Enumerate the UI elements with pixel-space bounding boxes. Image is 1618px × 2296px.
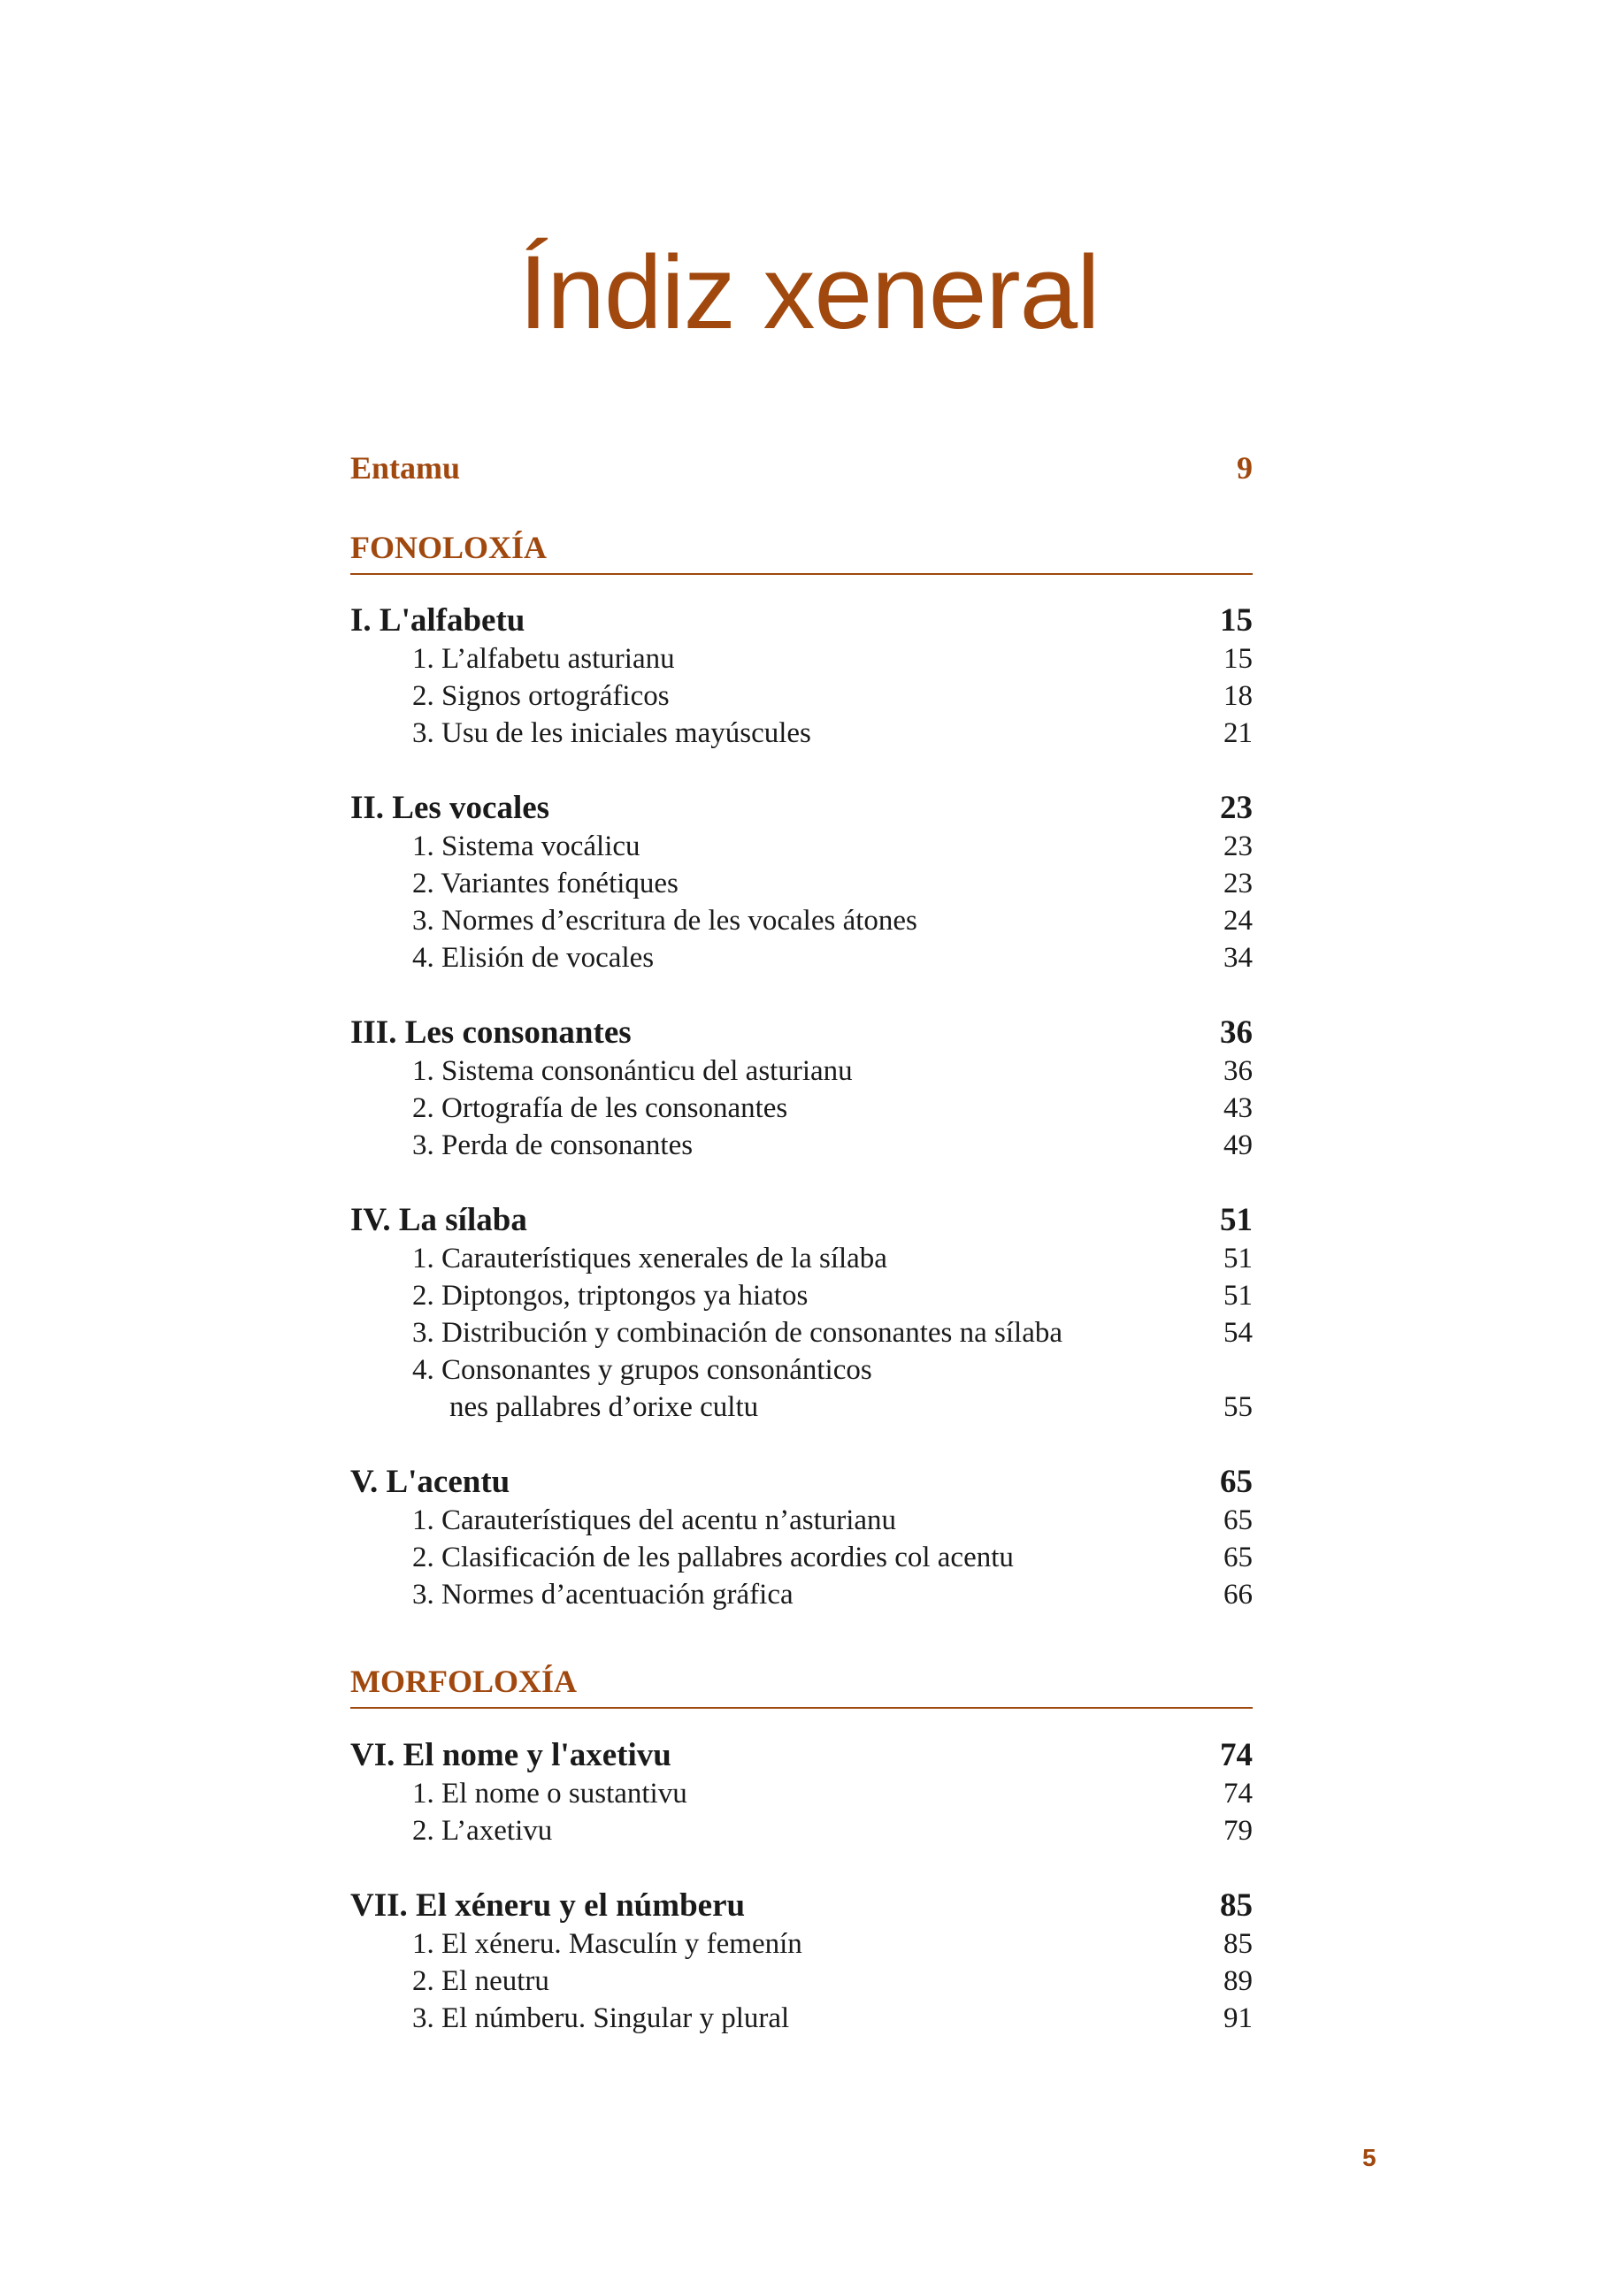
toc-subentry[interactable] (350, 1815, 1253, 1854)
subentry-page: 65 (1223, 1542, 1253, 1573)
subentry-label: 3. Normes d’escritura de les vocales átones (412, 905, 917, 937)
subentry-page: 74 (1223, 1778, 1253, 1810)
subentry-page: 54 (1223, 1317, 1253, 1349)
toc-subentry[interactable] (350, 1055, 1253, 1094)
subentry-page: 34 (1223, 942, 1253, 974)
toc-subentry[interactable] (350, 1092, 1253, 1131)
subentry-label: 1. El xéneru. Masculín y femenín (412, 1928, 802, 1960)
subentry-page: 51 (1223, 1243, 1253, 1274)
subentry-label: 2. Variantes fonétiques (412, 868, 679, 899)
subentry-label: 2. Ortografía de les consonantes (412, 1092, 788, 1124)
subentry-label: 3. Usu de les iniciales mayúscules (412, 717, 811, 749)
toc-subentry[interactable] (350, 905, 1253, 944)
toc-chapter[interactable] (350, 601, 1253, 640)
chapter-page: 36 (1220, 1014, 1253, 1051)
chapter-page: 51 (1220, 1202, 1253, 1238)
subentry-page: 43 (1223, 1092, 1253, 1124)
chapter-title: III. Les consonantes (350, 1014, 632, 1051)
subentry-page: 18 (1223, 680, 1253, 712)
toc-subentry[interactable] (350, 1778, 1253, 1817)
toc-chapter[interactable] (350, 1463, 1253, 1502)
toc-chapter[interactable] (350, 789, 1253, 828)
subentry-label: 3. Perda de consonantes (412, 1129, 694, 1161)
subentry-label: 2. El neutru (412, 1965, 549, 1997)
chapter-title: IV. La sílaba (350, 1202, 527, 1238)
toc-entry-label: Entamu (350, 450, 461, 486)
page-title: Índiz xeneral (518, 234, 1100, 351)
toc-chapter[interactable] (350, 1201, 1253, 1240)
toc-subentry[interactable] (350, 868, 1253, 907)
toc-entry-page: 9 (1237, 450, 1253, 486)
toc-subentry[interactable] (350, 1317, 1253, 1356)
subentry-page: 55 (1223, 1391, 1253, 1423)
toc-subentry[interactable] (350, 1579, 1253, 1618)
toc-subentry[interactable] (350, 1542, 1253, 1580)
part-divider (350, 1707, 1253, 1709)
toc-subentry[interactable] (350, 643, 1253, 682)
chapter-page: 65 (1220, 1464, 1253, 1500)
part-heading-morfoloxia (350, 1663, 1253, 1702)
subentry-page: 65 (1223, 1504, 1253, 1536)
toc-subentry[interactable] (350, 830, 1253, 869)
toc-subentry[interactable] (350, 1504, 1253, 1543)
subentry-label: nes pallabres d’orixe cultu (449, 1391, 759, 1423)
subentry-page: 24 (1223, 905, 1253, 937)
subentry-label: 1. L’alfabetu asturianu (412, 643, 675, 675)
chapter-page: 85 (1220, 1887, 1253, 1924)
chapter-title: VI. El nome y l'axetivu (350, 1737, 671, 1773)
toc-entry-intro[interactable] (350, 449, 1253, 488)
toc-subentry[interactable] (350, 1280, 1253, 1319)
subentry-label: 2. Clasificación de les pallabres acordies col acentu (412, 1542, 1014, 1573)
toc-subentry[interactable] (350, 680, 1253, 719)
subentry-page: 49 (1223, 1129, 1253, 1161)
subentry-label: 3. Distribución y combinación de consonantes na sílaba (412, 1317, 1062, 1349)
toc-subentry[interactable] (350, 1965, 1253, 2004)
toc-subentry[interactable] (350, 1928, 1253, 1967)
subentry-label: 1. El nome o sustantivu (412, 1778, 687, 1810)
chapter-title: VII. El xéneru y el númberu (350, 1887, 746, 1924)
subentry-label: 3. El númberu. Singular y plural (412, 2002, 790, 2034)
part-divider (350, 573, 1253, 575)
toc-subentry[interactable] (350, 2002, 1253, 2041)
part-heading-label: MORFOLOXÍA (350, 1664, 577, 1699)
subentry-label: 4. Elisión de vocales (412, 942, 655, 974)
subentry-label: 4. Consonantes y grupos consonánticos (412, 1354, 872, 1386)
page-number: 5 (1362, 2144, 1376, 2171)
subentry-label: 1. Sistema consonánticu del asturianu (412, 1055, 853, 1087)
part-heading-fonoloxia (350, 529, 1253, 568)
toc-subentry-continuation[interactable] (350, 1391, 1253, 1430)
toc-subentry[interactable] (350, 1243, 1253, 1282)
subentry-label: 3. Normes d’acentuación gráfica (412, 1579, 794, 1611)
subentry-page: 21 (1223, 717, 1253, 749)
subentry-page: 91 (1223, 2002, 1253, 2034)
subentry-page: 85 (1223, 1928, 1253, 1960)
subentry-label: 1. Carauterístiques del acentu n’asturianu (412, 1504, 897, 1536)
subentry-label: 2. L’axetivu (412, 1815, 553, 1847)
part-heading-label: FONOLOXÍA (350, 530, 548, 565)
chapter-page: 15 (1220, 602, 1253, 639)
subentry-label: 2. Diptongos, triptongos ya hiatos (412, 1280, 809, 1312)
toc-subentry[interactable] (350, 1129, 1253, 1168)
subentry-label: 1. Carauterístiques xenerales de la sílaba (412, 1243, 887, 1274)
subentry-label: 1. Sistema vocálicu (412, 830, 640, 862)
subentry-page: 66 (1223, 1579, 1253, 1611)
chapter-title: I. L'alfabetu (350, 602, 525, 639)
subentry-page: 23 (1223, 868, 1253, 899)
toc-chapter[interactable] (350, 1887, 1253, 1925)
subentry-page: 36 (1223, 1055, 1253, 1087)
toc-subentry[interactable] (350, 942, 1253, 981)
chapter-title: II. Les vocales (350, 790, 550, 826)
toc-subentry[interactable] (350, 1354, 1253, 1393)
subentry-page: 23 (1223, 830, 1253, 862)
toc-chapter[interactable] (350, 1736, 1253, 1775)
subentry-page: 51 (1223, 1280, 1253, 1312)
toc-subentry[interactable] (350, 717, 1253, 756)
chapter-page: 23 (1220, 790, 1253, 826)
subentry-label: 2. Signos ortográficos (412, 680, 670, 712)
chapter-title: V. L'acentu (350, 1464, 510, 1500)
toc-chapter[interactable] (350, 1014, 1253, 1052)
subentry-page: 15 (1223, 643, 1253, 675)
subentry-page: 79 (1223, 1815, 1253, 1847)
subentry-page: 89 (1223, 1965, 1253, 1997)
chapter-page: 74 (1220, 1737, 1253, 1773)
